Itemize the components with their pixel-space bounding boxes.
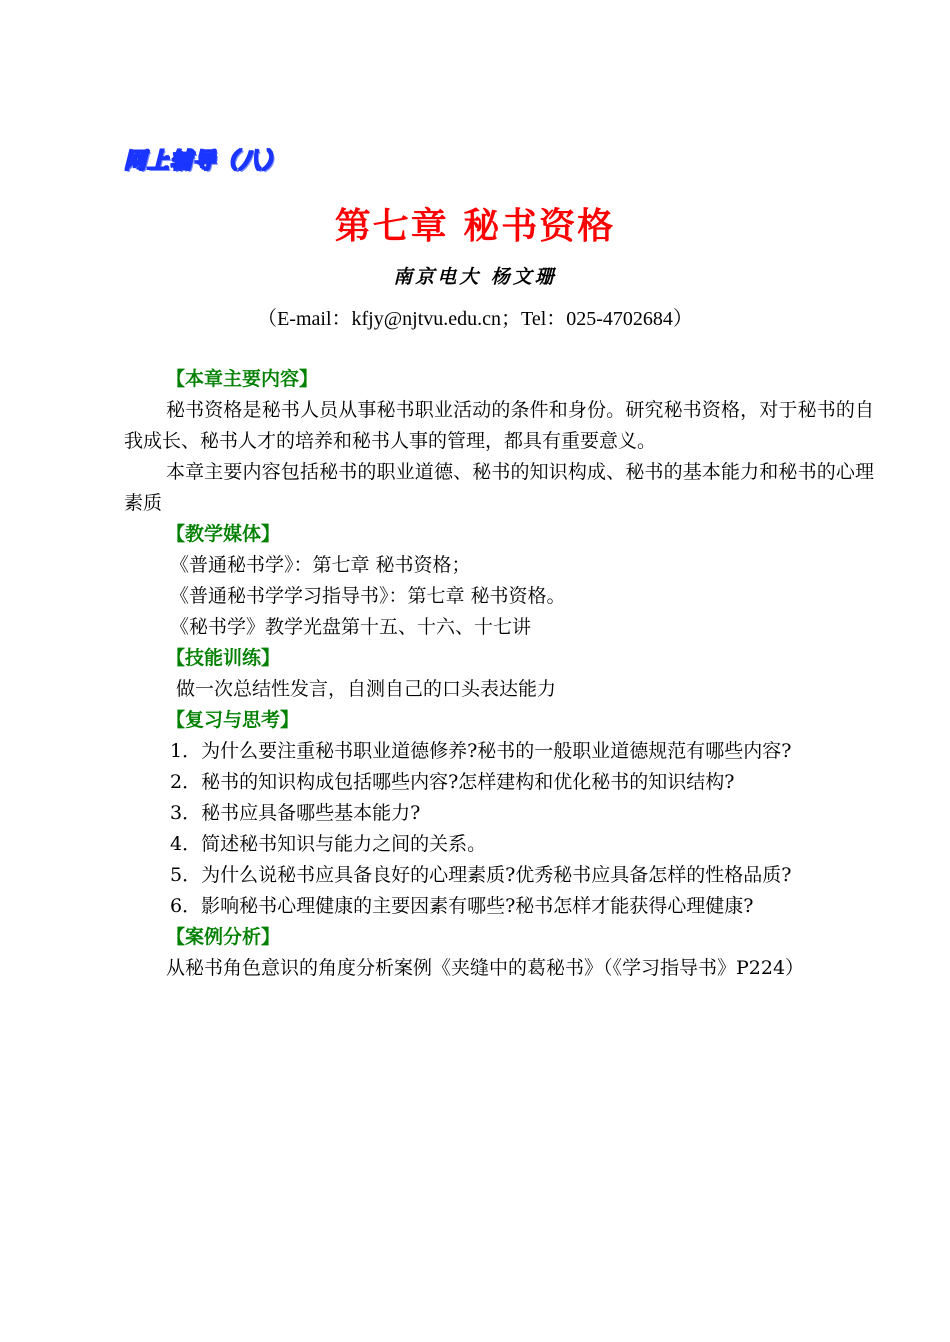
review-question: 2．秘书的知识构成包括哪些内容?怎样建构和优化秘书的知识结构? bbox=[170, 771, 735, 793]
review-question: 3．秘书应具备哪些基本能力? bbox=[170, 802, 421, 824]
media-item: 《普通秘书学学习指导书》：第七章 秘书资格。 bbox=[170, 585, 566, 607]
document-body bbox=[124, 364, 874, 984]
author-line: 南京电大 杨文珊 bbox=[393, 266, 557, 288]
section-heading-review: 【复习与思考】 bbox=[166, 709, 300, 731]
media-item: 《普通秘书学》：第七章 秘书资格； bbox=[170, 554, 471, 576]
review-question: 4．简述秘书知识与能力之间的关系。 bbox=[170, 833, 487, 855]
case-paragraph: 从秘书角色意识的角度分析案例《夹缝中的葛秘书》（《学习指导书》P224） bbox=[166, 957, 805, 979]
review-question: 5．为什么说秘书应具备良好的心理素质?优秀秘书应具备怎样的性格品质? bbox=[170, 864, 792, 886]
section-heading-main-content: 【本章主要内容】 bbox=[166, 368, 319, 390]
review-question: 1．为什么要注重秘书职业道德修养?秘书的一般职业道德规范有哪些内容? bbox=[170, 740, 792, 762]
section-heading-media: 【教学媒体】 bbox=[166, 523, 281, 545]
skills-item: 做一次总结性发言，自测自己的口头表达能力 bbox=[176, 678, 557, 700]
section-heading-case: 【案例分析】 bbox=[166, 926, 281, 948]
paragraph: 本章主要内容包括秘书的职业道德、秘书的知识构成、秘书的基本能力和秘书的心理素质 bbox=[124, 461, 874, 514]
contact-line: （E-mail：kfjy@njtvu.edu.cn；Tel：025-4702684） bbox=[257, 308, 693, 330]
media-item: 《秘书学》教学光盘第十五、十六、十七讲 bbox=[170, 616, 532, 638]
section-heading-skills: 【技能训练】 bbox=[166, 647, 281, 669]
review-question: 6．影响秘书心理健康的主要因素有哪些?秘书怎样才能获得心理健康? bbox=[170, 895, 754, 917]
chapter-title: 第七章 秘书资格 bbox=[334, 205, 616, 247]
series-title: 网上辅导（八） bbox=[124, 149, 286, 174]
paragraph: 秘书资格是秘书人员从事秘书职业活动的条件和身份。研究秘书资格，对于秘书的自我成长、秘书人才的培养和秘书人事的管理，都具有重要意义。 bbox=[124, 399, 874, 452]
